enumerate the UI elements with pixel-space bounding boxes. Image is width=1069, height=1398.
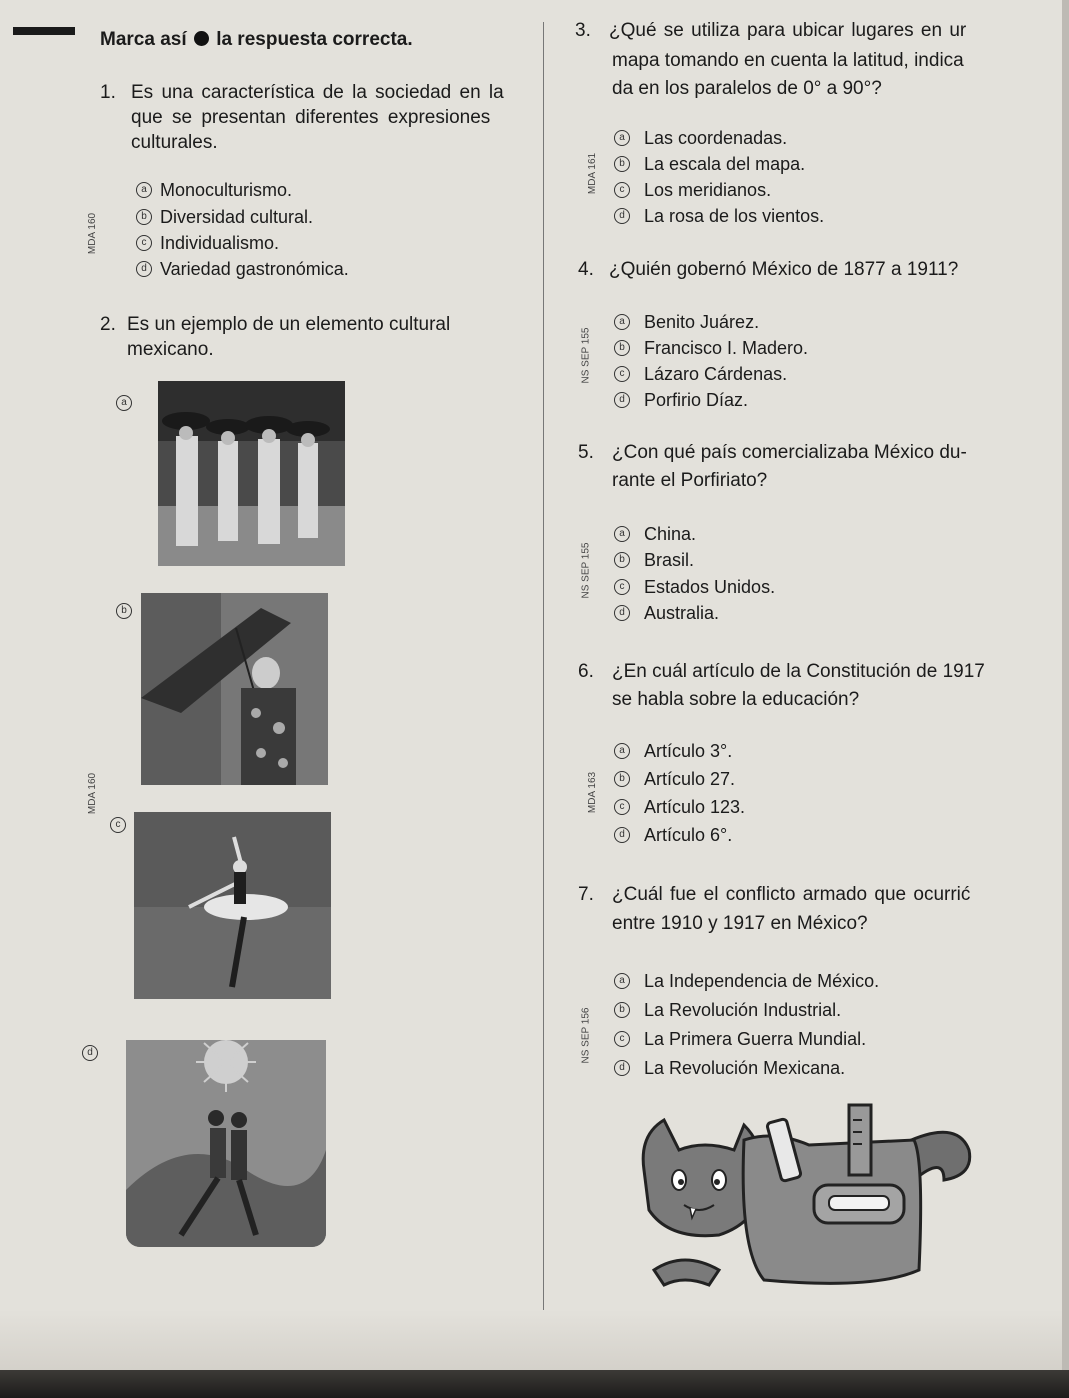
q2-number: 2.	[100, 314, 116, 335]
q6-code: MDA 163	[587, 771, 599, 814]
q1-line2: que se presentan diferentes expresiones	[131, 107, 491, 128]
q4-option-c[interactable]: Lázaro Cárdenas.	[644, 364, 788, 384]
q3-option-d-bullet[interactable]: d	[614, 208, 630, 224]
q5-option-a[interactable]: China.	[644, 524, 697, 544]
q5-option-d-bullet[interactable]: d	[614, 605, 630, 621]
q1-option-c[interactable]: Individualismo.	[160, 233, 280, 253]
q5-option-c-bullet[interactable]: c	[614, 579, 630, 595]
instruction	[100, 27, 413, 52]
q6-option-b[interactable]: Artículo 27.	[644, 769, 736, 789]
q5-line2: rante el Porfiriato?	[612, 470, 768, 491]
q5-option-c[interactable]: Estados Unidos.	[644, 577, 776, 597]
q6-option-a-bullet[interactable]: a	[614, 743, 630, 759]
instruction-text-b: la respuesta correcta.	[216, 29, 413, 50]
q2-option-b-bullet[interactable]: b	[116, 603, 132, 619]
q1-option-b-bullet[interactable]: b	[136, 209, 152, 225]
instruction-text-a: Marca así	[100, 29, 187, 50]
q6-option-a[interactable]: Artículo 3°.	[644, 741, 733, 761]
q4-code: NS SEP 155	[580, 327, 592, 384]
q4-option-b-bullet[interactable]: b	[614, 340, 630, 356]
q4-option-a[interactable]: Benito Juárez.	[644, 312, 760, 332]
q1-line3: culturales.	[131, 132, 218, 153]
q5-line1: ¿Con qué país comercializaba México du-	[612, 442, 967, 463]
q5-code: NS SEP 155	[580, 542, 592, 599]
q6-line1: ¿En cuál artículo de la Constitución de 1917	[612, 661, 985, 682]
q1-option-d[interactable]: Variedad gastronómica.	[160, 259, 349, 279]
q7-option-d-bullet[interactable]: d	[614, 1060, 630, 1076]
q3-code: MDA 161	[587, 152, 599, 195]
q3-number: 3.	[575, 20, 591, 41]
q7-option-a-bullet[interactable]: a	[614, 973, 630, 989]
column-divider	[543, 22, 544, 1310]
q1-option-b[interactable]: Diversidad cultural.	[160, 207, 314, 227]
q4-number: 4.	[578, 259, 594, 280]
q2-code: MDA 160	[87, 772, 99, 815]
q5-option-a-bullet[interactable]: a	[614, 526, 630, 542]
q6-option-b-bullet[interactable]: b	[614, 771, 630, 787]
q6-line2: se habla sobre la educación?	[612, 689, 860, 710]
q2-line2: mexicano.	[127, 339, 214, 360]
q2-option-c-bullet[interactable]: c	[110, 817, 126, 833]
japanese-dancer-photo[interactable]	[141, 593, 328, 785]
q4-option-d-bullet[interactable]: d	[614, 392, 630, 408]
ballet-dancer-photo[interactable]	[134, 812, 331, 999]
q6-option-c-bullet[interactable]: c	[614, 799, 630, 815]
q5-option-b-bullet[interactable]: b	[614, 552, 630, 568]
background-surface	[0, 1370, 1069, 1398]
q1-option-a-bullet[interactable]: a	[136, 182, 152, 198]
header-bar	[13, 27, 75, 35]
q4-option-b[interactable]: Francisco I. Madero.	[644, 338, 809, 358]
q3-line2: mapa tomando en cuenta la latitud, indica	[612, 50, 964, 71]
mariachi-photo[interactable]	[158, 381, 345, 566]
q1-option-c-bullet[interactable]: c	[136, 235, 152, 251]
q7-line1: ¿Cuál fue el conflicto armado que ocurrić	[612, 884, 971, 905]
q4-option-a-bullet[interactable]: a	[614, 314, 630, 330]
cat-backpack-illustration	[624, 1100, 984, 1300]
q7-option-c[interactable]: La Primera Guerra Mundial.	[644, 1029, 867, 1049]
q3-option-b-bullet[interactable]: b	[614, 156, 630, 172]
q3-option-a[interactable]: Las coordenadas.	[644, 128, 788, 148]
q3-option-d[interactable]: La rosa de los vientos.	[644, 206, 825, 226]
q2-option-d-bullet[interactable]: d	[82, 1045, 98, 1061]
q7-number: 7.	[578, 884, 594, 905]
q6-number: 6.	[578, 661, 594, 682]
q5-option-b[interactable]: Brasil.	[644, 550, 695, 570]
q5-number: 5.	[578, 442, 594, 463]
q6-option-d[interactable]: Artículo 6°.	[644, 825, 733, 845]
q4-option-c-bullet[interactable]: c	[614, 366, 630, 382]
q7-option-a[interactable]: La Independencia de México.	[644, 971, 880, 991]
q7-option-b[interactable]: La Revolución Industrial.	[644, 1000, 842, 1020]
q2-option-a-bullet[interactable]: a	[116, 395, 132, 411]
q7-code: NS SEP 156	[580, 1007, 592, 1064]
q3-line1: ¿Qué se utiliza para ubicar lugares en ur	[609, 20, 967, 41]
tango-dancers-photo[interactable]	[126, 1040, 326, 1247]
filled-bullet-icon	[194, 31, 209, 46]
q3-line3: da en los paralelos de 0° a 90°?	[612, 78, 882, 99]
q3-option-b[interactable]: La escala del mapa.	[644, 154, 806, 174]
q4-line1: ¿Quién gobernó México de 1877 a 1911?	[609, 259, 959, 280]
q2-line1: Es un ejemplo de un elemento cultural	[127, 314, 451, 335]
q7-option-c-bullet[interactable]: c	[614, 1031, 630, 1047]
q3-option-a-bullet[interactable]: a	[614, 130, 630, 146]
q3-option-c-bullet[interactable]: c	[614, 182, 630, 198]
page-edge	[1062, 0, 1069, 1370]
q1-option-d-bullet[interactable]: d	[136, 261, 152, 277]
q1-option-a[interactable]: Monoculturismo.	[160, 180, 293, 200]
q6-option-c[interactable]: Artículo 123.	[644, 797, 746, 817]
q7-option-d[interactable]: La Revolución Mexicana.	[644, 1058, 846, 1078]
q5-option-d[interactable]: Australia.	[644, 603, 720, 623]
q7-line2: entre 1910 y 1917 en México?	[612, 913, 868, 934]
q1-number: 1.	[100, 82, 116, 103]
q7-option-b-bullet[interactable]: b	[614, 1002, 630, 1018]
q6-option-d-bullet[interactable]: d	[614, 827, 630, 843]
q3-option-c[interactable]: Los meridianos.	[644, 180, 772, 200]
q4-option-d[interactable]: Porfirio Díaz.	[644, 390, 749, 410]
q1-code: MDA 160	[87, 212, 99, 255]
q1-line1: Es una característica de la sociedad en la	[131, 82, 504, 103]
